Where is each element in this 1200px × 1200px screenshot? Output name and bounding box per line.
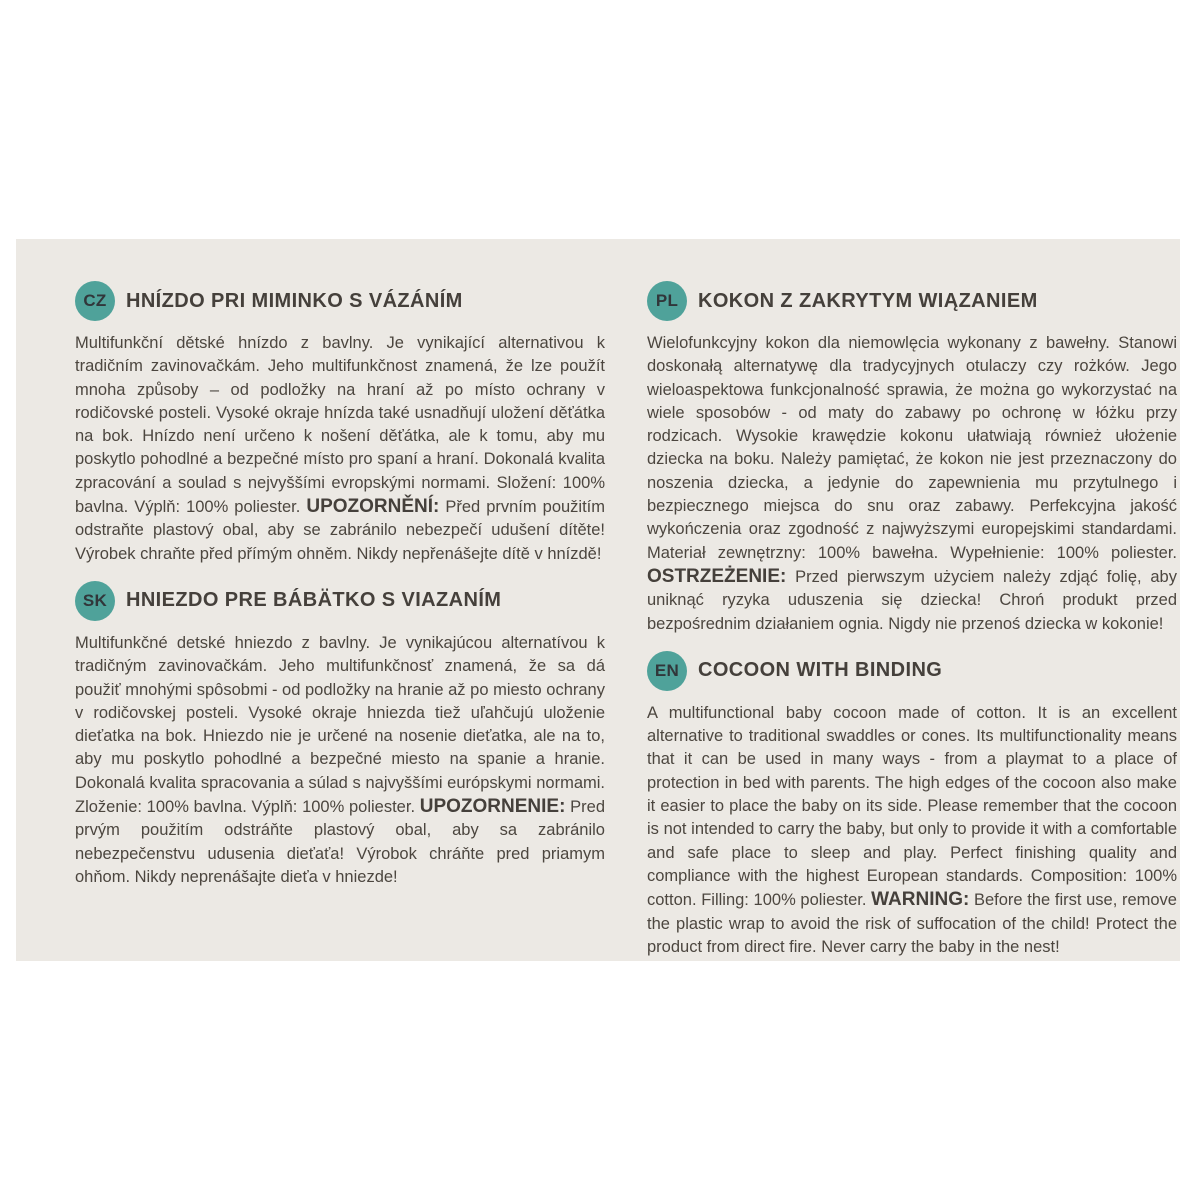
- section-cz-heading: HNÍZDO PRI MIMINKO S VÁZÁNÍM: [126, 289, 463, 312]
- section-cz-body: [75, 332, 605, 566]
- section-sk-heading: HNIEZDO PRE BÁBÄTKO S VIAZANÍM: [126, 589, 502, 612]
- card-columns: [75, 281, 1180, 974]
- language-badge-en: EN: [647, 651, 687, 691]
- section-cz-warning-label: UPOZORNĚNÍ:: [306, 496, 440, 518]
- section-sk-header: [75, 581, 605, 621]
- section-pl-body: [647, 332, 1177, 636]
- language-badge-cz: CZ: [75, 281, 115, 321]
- section-sk: [75, 581, 605, 889]
- section-pl-warning-label: OSTRZEŻENIE:: [647, 565, 787, 587]
- section-sk-body-intro: Multifunkčné detské hniezdo z bavlny. Je vynikajúcou alternatívou k tradičným zavinovačkám. Jeho multifunkčnosť znamená, že sa dá použiť mnohými spôsobmi - od podložky na hranie až po miesto ochrany v rodičovskej posteli. Vysoké okraje hniezda tiež uľahčujú uloženie dieťatka na bok. Hniezdo nie je určené na nosenie dieťatka, ale na to, aby mu poskytlo pohodlné a bezpečné miesto na spanie a hranie. Dokonalá kvalita spracovania a súlad s najvyššími európskymi normami. Zloženie: 100% bavlna. Výplň: 100% poliester.: [75, 633, 605, 817]
- section-en: [647, 651, 1177, 959]
- section-sk-body-warning: Pred prvým použitím odstráňte plastový obal, aby sa zabránilo nebezpečenstvu udusenia dieťaťa! Výrobok chráňte pred priamym ohňom. Nikdy neprenášajte dieťa v hniezde!: [75, 798, 606, 886]
- language-badge-sk: SK: [75, 581, 115, 621]
- section-pl: [647, 281, 1177, 636]
- section-en-body: [647, 702, 1177, 959]
- left-column: [75, 281, 605, 974]
- right-column: [647, 281, 1177, 974]
- section-cz-header: [75, 281, 605, 321]
- section-pl-header: [647, 281, 1177, 321]
- language-badge-pl: PL: [647, 281, 687, 321]
- section-cz-body-warning: Před prvním použitím odstraňte plastový obal, aby se zabránilo nebezpečí udušení dítěte! Výrobek chraňte před přímým ohněm. Nikdy nepřenášejte dítě v hnízdě!: [75, 498, 605, 563]
- section-cz-body-intro: Multifunkční dětské hnízdo z bavlny. Je vynikající alternativou k tradičním zavinovačkám. Jeho multifunkčnost znamená, že lze použít mnoha způsoby – od podložky na hraní až po místo ochrany v rodičovské posteli. Vysoké okraje hnízda také usnadňují uložení děťátka na bok. Hnízdo není určeno k nošení děťátka, ale k tomu, aby mu poskytlo pohodlné a bezpečné místo pro spaní a hraní. Dokonalá kvalita zpracování a soulad s nejvyššími evropskými normami. Složení: 100% bavlna. Výplň: 100% poliester.: [75, 334, 605, 517]
- section-sk-warning-label: UPOZORNENIE:: [419, 796, 566, 818]
- section-en-body-intro: A multifunctional baby cocoon made of cotton. It is an excellent alternative to traditional swaddles or cones. Its multifunctionality means that it can be used in many ways - from a playmat to a place of protection in bed with parents. The high edges of the cocoon also make it easier to place the baby on its side. Please remember that the cocoon is not intended to carry the baby, but only to provide it with a comfortable and safe place to sleep and play. Perfect finishing quality and compliance with the highest European standards. Composition: 100% cotton. Filling: 100% poliester.: [647, 703, 1177, 910]
- section-en-header: [647, 651, 1177, 691]
- section-sk-body: [75, 632, 605, 889]
- section-cz: [75, 281, 605, 566]
- section-en-warning-label: WARNING:: [871, 889, 970, 911]
- section-pl-body-warning: Przed pierwszym użyciem należy zdjąć folię, aby uniknąć ryzyka uduszenia się dziecka! Chroń produkt przed bezpośrednim działaniem ognia. Nigdy nie przenoś dziecka w kokonie!: [647, 567, 1177, 633]
- section-en-heading: COCOON WITH BINDING: [698, 659, 943, 682]
- product-description-card: [16, 239, 1180, 961]
- section-en-body-warning: Before the first use, remove the plastic wrap to avoid the risk of suffocation of the child! Protect the product from direct fire. Never carry the baby in the nest!: [647, 891, 1177, 956]
- section-pl-body-intro: Wielofunkcyjny kokon dla niemowlęcia wykonany z bawełny. Stanowi doskonałą alternatywę dla tradycyjnych otulaczy czy rożków. Jego wieloaspektowa funkcjonalność sprawia, że można go wykorzystać na wiele sposobów - od maty do zabawy po ochronę w łóżku przy rodzicach. Wysokie krawędzie kokonu ułatwiają również ułożenie dziecka na boku. Należy pamiętać, że kokon nie jest przeznaczony do noszenia dziecka, a jedynie do zapewnienia mu przytulnego i bezpiecznego miejsca do snu oraz zabawy. Perfekcyjna jakość wykończenia oraz zgodność z najwyższymi europejskimi standardami. Materiał zewnętrzny: 100% bawełna. Wypełnienie: 100% poliester.: [647, 334, 1177, 562]
- section-pl-heading: KOKON Z ZAKRYTYM WIĄZANIEM: [698, 289, 1038, 312]
